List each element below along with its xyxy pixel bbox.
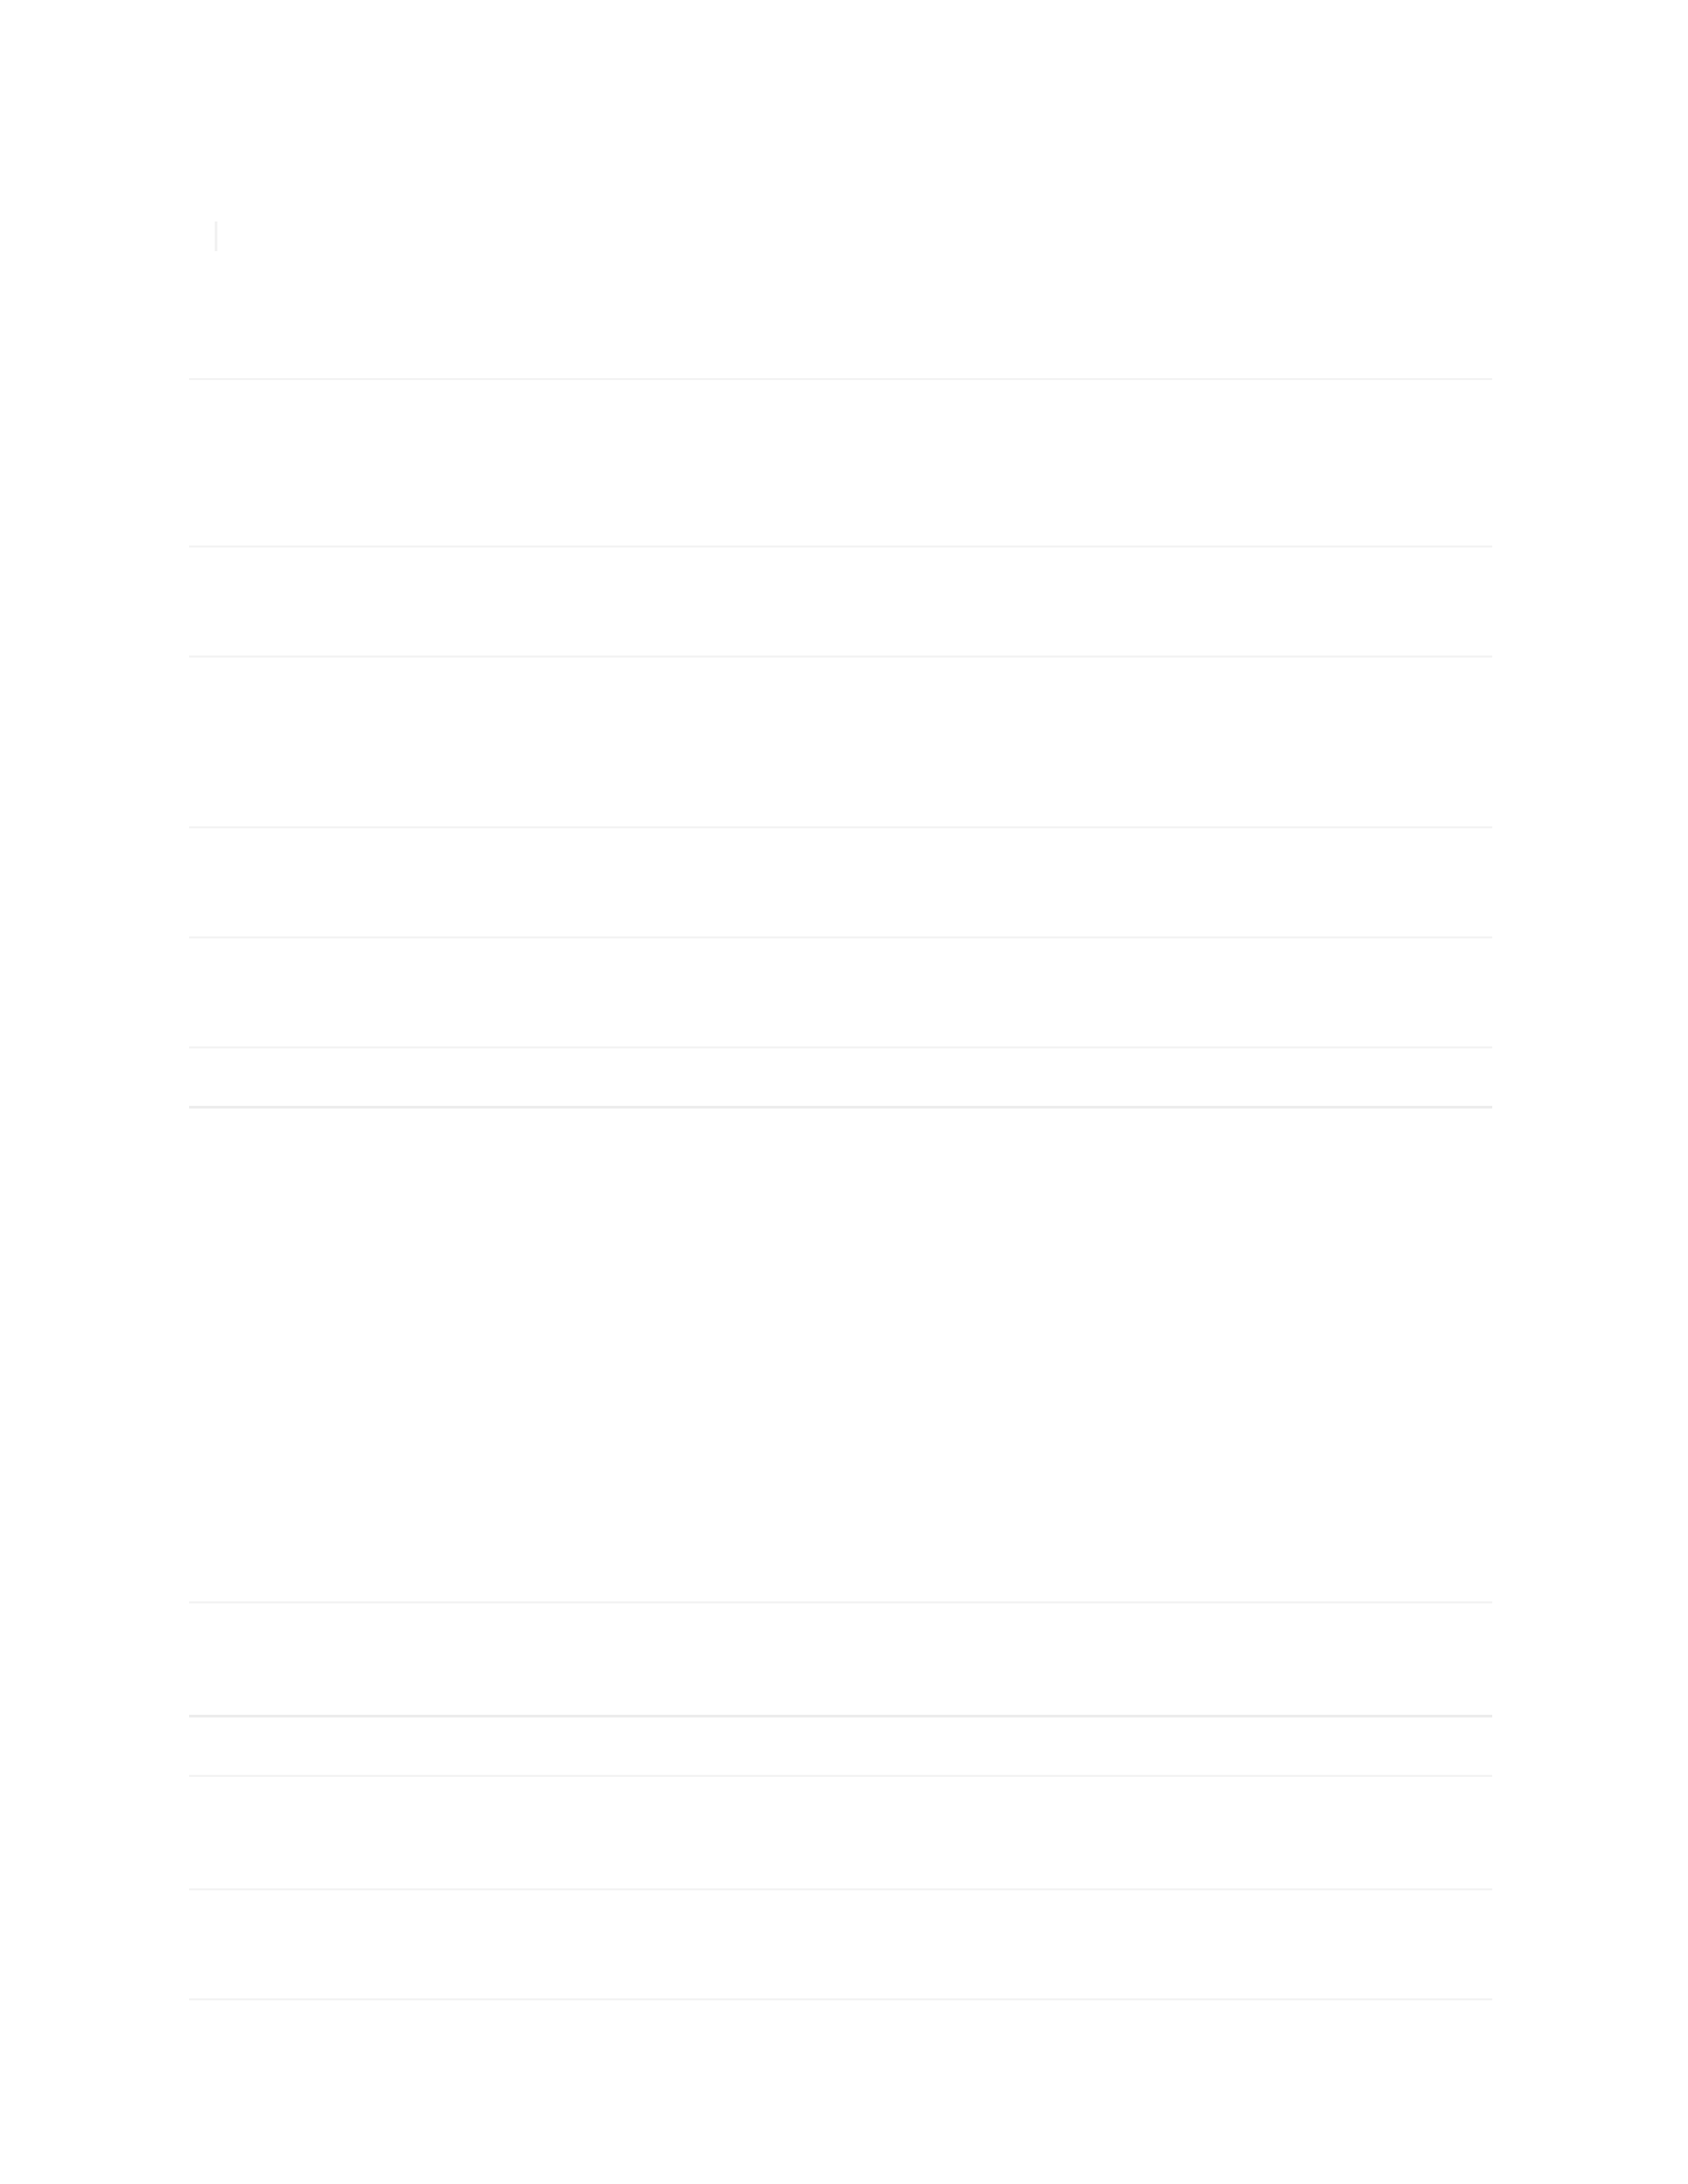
column-separator [558, 1777, 569, 1888]
table-row [189, 1777, 1492, 1890]
column-separator [558, 1717, 569, 1775]
table-cell [571, 2000, 1195, 2075]
column-separator [1196, 203, 1207, 378]
column-separator [1196, 1890, 1207, 1998]
table-cell [571, 1603, 1195, 1715]
table-header-cell [189, 203, 557, 378]
table-cell [1209, 1777, 1492, 1888]
column-separator [1196, 828, 1207, 936]
table-cell [1209, 828, 1492, 936]
column-separator [1196, 1717, 1207, 1775]
table-cell [571, 1109, 1195, 1601]
column-separator [1196, 658, 1207, 826]
column-separator [1196, 1777, 1207, 1888]
table-row [189, 1048, 1492, 1109]
table-row [189, 1603, 1492, 1717]
table-cell [1209, 938, 1492, 1046]
table-cell [189, 1890, 557, 1998]
table-cell [571, 828, 1195, 936]
table-row [189, 1717, 1492, 1777]
column-separator [1196, 548, 1207, 656]
table-row [189, 938, 1492, 1048]
table-row [189, 1109, 1492, 1603]
faint-mark [215, 221, 217, 251]
table-cell [189, 1048, 557, 1106]
table-cell [571, 380, 1195, 545]
column-separator [1196, 380, 1207, 545]
column-separator [558, 658, 569, 826]
table-cell [189, 2000, 557, 2075]
table-cell [189, 1717, 557, 1775]
column-separator [558, 1603, 569, 1715]
table-row [189, 1890, 1492, 2000]
table-cell [571, 658, 1195, 826]
table-cell [571, 548, 1195, 656]
table-cell [1209, 2000, 1492, 2075]
table-cell [189, 1603, 557, 1715]
table-cell [571, 1777, 1195, 1888]
column-separator [558, 548, 569, 656]
table-row [189, 2000, 1492, 2075]
table-cell [1209, 1890, 1492, 1998]
column-separator [558, 380, 569, 545]
table-cell [189, 548, 557, 656]
column-separator [1196, 1109, 1207, 1601]
table-cell [1209, 1717, 1492, 1775]
column-separator [558, 1890, 569, 1998]
column-separator [558, 2000, 569, 2075]
document-heading [203, 159, 506, 199]
table-cell [189, 380, 557, 545]
table-cell [1209, 1109, 1492, 1601]
faded-table [189, 203, 1492, 2075]
table-cell [571, 938, 1195, 1046]
table-row [189, 828, 1492, 938]
column-separator [1196, 938, 1207, 1046]
column-separator [558, 1048, 569, 1106]
column-separator [1196, 2000, 1207, 2075]
table-cell [1209, 1603, 1492, 1715]
table-row [189, 548, 1492, 658]
table-cell [571, 1890, 1195, 1998]
table-cell [189, 1109, 557, 1601]
column-separator [1196, 1603, 1207, 1715]
table-header-row [189, 203, 1492, 380]
table-cell [189, 658, 557, 826]
table-header-cell [1209, 203, 1492, 378]
table-header-cell [571, 203, 1195, 378]
table-row [189, 658, 1492, 828]
table-cell [1209, 658, 1492, 826]
column-separator [558, 1109, 569, 1601]
table-cell [571, 1048, 1195, 1106]
column-separator [558, 938, 569, 1046]
table-cell [1209, 380, 1492, 545]
table-cell [189, 938, 557, 1046]
column-separator [558, 828, 569, 936]
column-separator [1196, 1048, 1207, 1106]
table-cell [189, 828, 557, 936]
column-separator [558, 203, 569, 378]
table-row [189, 380, 1492, 548]
table-cell [1209, 548, 1492, 656]
table-cell [571, 1717, 1195, 1775]
table-cell [1209, 1048, 1492, 1106]
table-cell [189, 1777, 557, 1888]
